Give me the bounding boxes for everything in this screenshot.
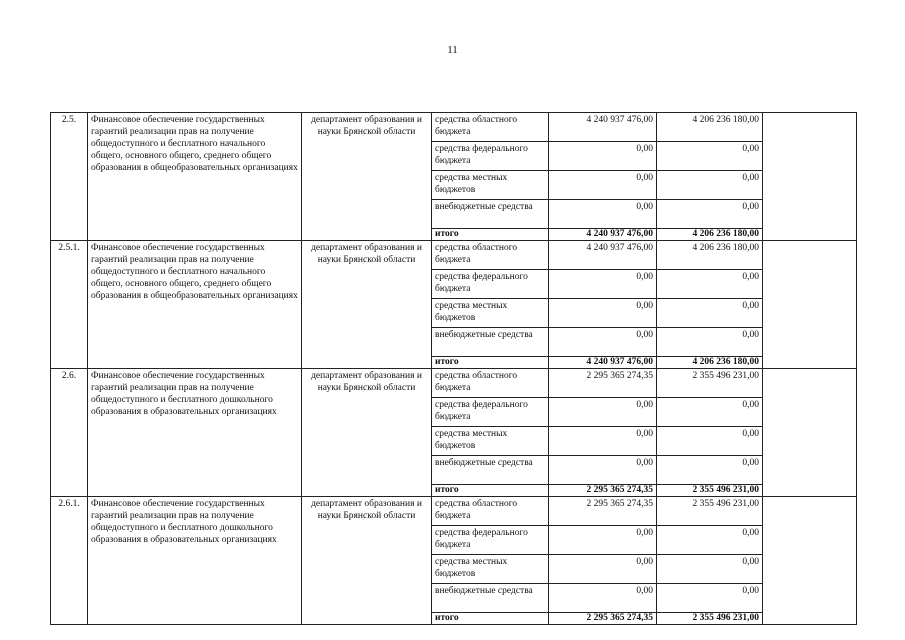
amount-year-1: 0,00	[549, 526, 657, 555]
measure-name: Финансовое обеспечение государственных гарантий реализации прав на получение общедоступного и бесплатного дошкольного образования в образовательных организациях	[88, 369, 302, 497]
amount-year-1: 0,00	[549, 555, 657, 584]
funding-source: средства местных бюджетов	[432, 427, 549, 456]
amount-year-1: 4 240 937 476,00	[549, 113, 657, 142]
funding-source: внебюджетные средства	[432, 200, 549, 229]
funding-source: итого	[432, 485, 549, 497]
amount-year-1: 0,00	[549, 270, 657, 299]
empty-column-cell	[763, 113, 857, 241]
amount-year-2: 4 206 236 180,00	[657, 241, 763, 270]
amount-year-1: 0,00	[549, 200, 657, 229]
amount-year-1: 4 240 937 476,00	[549, 241, 657, 270]
amount-year-2: 0,00	[657, 328, 763, 357]
table-row	[51, 241, 857, 270]
empty-column-cell	[763, 497, 857, 625]
amount-year-1: 0,00	[549, 456, 657, 485]
funding-source: итого	[432, 229, 549, 241]
funding-source: внебюджетные средства	[432, 328, 549, 357]
amount-year-2: 4 206 236 180,00	[657, 229, 763, 241]
table-row	[51, 369, 857, 398]
amount-year-2: 0,00	[657, 299, 763, 328]
measure-name: Финансовое обеспечение государственных гарантий реализации прав на получение общедоступного и бесплатного дошкольного образования в образовательных организациях	[88, 497, 302, 625]
amount-year-1: 0,00	[549, 328, 657, 357]
row-number: 2.5.	[51, 113, 88, 241]
responsible-department: департамент образования и науки Брянской области	[302, 241, 432, 369]
amount-year-1: 4 240 937 476,00	[549, 357, 657, 369]
funding-source: средства федерального бюджета	[432, 398, 549, 427]
amount-year-2: 2 355 496 231,00	[657, 485, 763, 497]
amount-year-2: 2 355 496 231,00	[657, 613, 763, 625]
funding-source: средства областного бюджета	[432, 113, 549, 142]
amount-year-2: 4 206 236 180,00	[657, 113, 763, 142]
page-number: 11	[447, 44, 458, 56]
responsible-department: департамент образования и науки Брянской области	[302, 369, 432, 497]
funding-source: средства федерального бюджета	[432, 142, 549, 171]
funding-source: средства областного бюджета	[432, 241, 549, 270]
amount-year-2: 0,00	[657, 398, 763, 427]
amount-year-1: 0,00	[549, 142, 657, 171]
amount-year-1: 0,00	[549, 427, 657, 456]
amount-year-2: 0,00	[657, 526, 763, 555]
amount-year-1: 0,00	[549, 171, 657, 200]
amount-year-1: 2 295 365 274,35	[549, 369, 657, 398]
row-number: 2.6.	[51, 369, 88, 497]
amount-year-1: 2 295 365 274,35	[549, 613, 657, 625]
amount-year-2: 0,00	[657, 171, 763, 200]
amount-year-2: 0,00	[657, 555, 763, 584]
row-number: 2.5.1.	[51, 241, 88, 369]
amount-year-2: 4 206 236 180,00	[657, 357, 763, 369]
amount-year-2: 0,00	[657, 456, 763, 485]
funding-source: средства областного бюджета	[432, 497, 549, 526]
amount-year-2: 0,00	[657, 270, 763, 299]
funding-source: средства местных бюджетов	[432, 171, 549, 200]
responsible-department: департамент образования и науки Брянской области	[302, 113, 432, 241]
amount-year-1: 2 295 365 274,35	[549, 497, 657, 526]
amount-year-1: 0,00	[549, 299, 657, 328]
responsible-department: департамент образования и науки Брянской области	[302, 497, 432, 625]
amount-year-2: 2 355 496 231,00	[657, 369, 763, 398]
empty-column-cell	[763, 241, 857, 369]
row-number: 2.6.1.	[51, 497, 88, 625]
funding-source: средства федерального бюджета	[432, 526, 549, 555]
amount-year-2: 0,00	[657, 142, 763, 171]
amount-year-2: 2 355 496 231,00	[657, 497, 763, 526]
funding-source: средства местных бюджетов	[432, 555, 549, 584]
funding-source: средства федерального бюджета	[432, 270, 549, 299]
amount-year-1: 0,00	[549, 584, 657, 613]
empty-column-cell	[763, 369, 857, 497]
measure-name: Финансовое обеспечение государственных гарантий реализации прав на получение общедоступного и бесплатного начального общего, основного общего, среднего общего образования в общеобразовательных организациях	[88, 113, 302, 241]
amount-year-1: 0,00	[549, 398, 657, 427]
funding-source: средства местных бюджетов	[432, 299, 549, 328]
amount-year-2: 0,00	[657, 200, 763, 229]
budget-table	[50, 112, 857, 625]
funding-source: внебюджетные средства	[432, 456, 549, 485]
table-row	[51, 113, 857, 142]
amount-year-1: 2 295 365 274,35	[549, 485, 657, 497]
table-row	[51, 497, 857, 526]
measure-name: Финансовое обеспечение государственных гарантий реализации прав на получение общедоступного и бесплатного начального общего, основного общего, среднего общего образования в общеобразовательных организациях	[88, 241, 302, 369]
funding-source: средства областного бюджета	[432, 369, 549, 398]
funding-source: внебюджетные средства	[432, 584, 549, 613]
funding-source: итого	[432, 357, 549, 369]
funding-source: итого	[432, 613, 549, 625]
amount-year-2: 0,00	[657, 427, 763, 456]
amount-year-2: 0,00	[657, 584, 763, 613]
amount-year-1: 4 240 937 476,00	[549, 229, 657, 241]
